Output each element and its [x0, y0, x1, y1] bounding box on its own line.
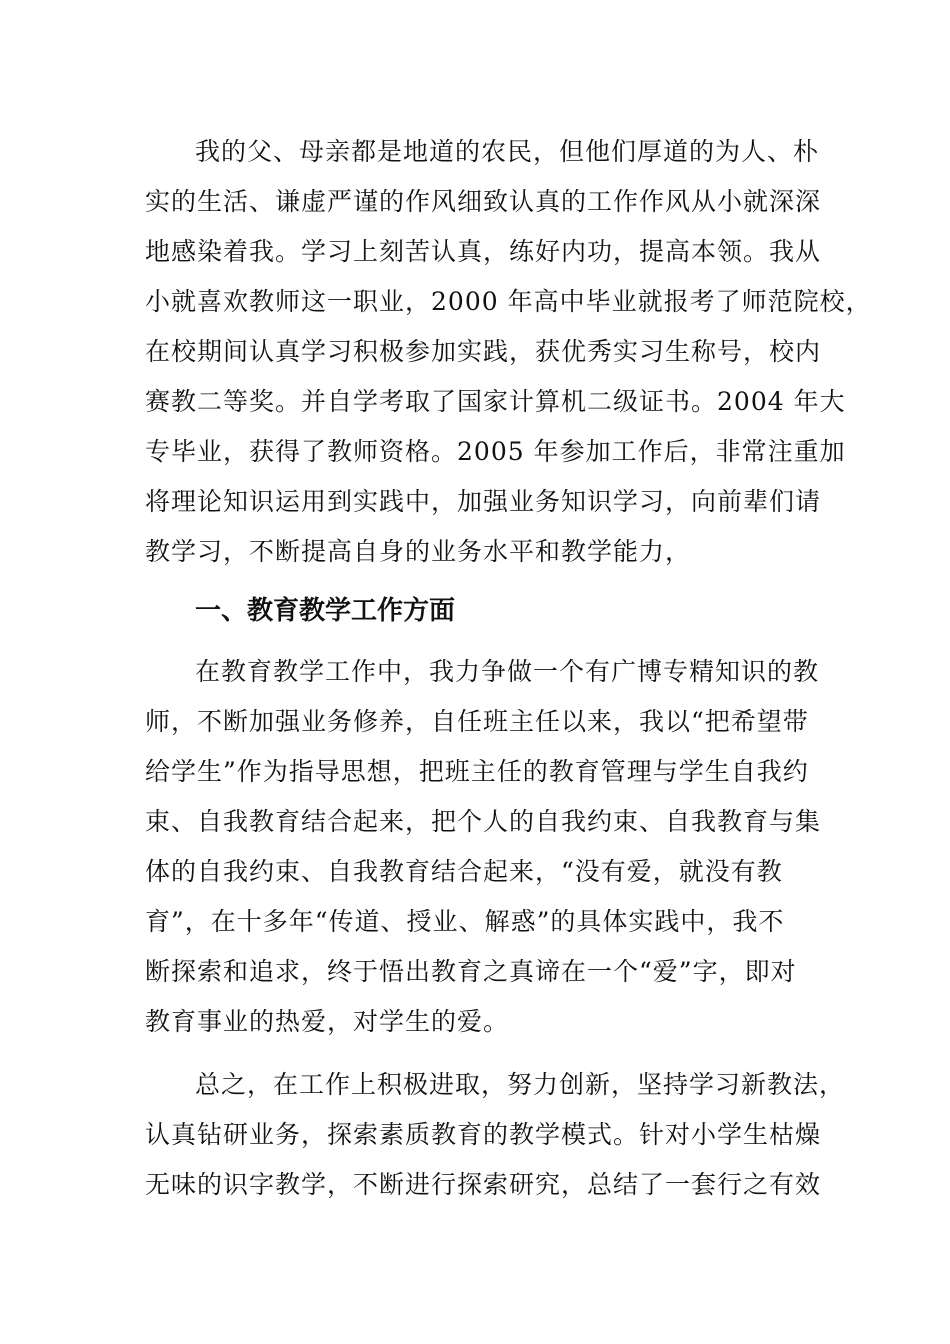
text-line: 认真钻研业务，探索素质教育的教学模式。针对小学生枯燥: [145, 1120, 822, 1149]
text-line: 专毕业，获得了教师资格。2005 年参加工作后，非常注重加: [145, 437, 846, 466]
text-line: 实的生活、谦虚严谨的作风细致认真的工作作风从小就深深: [145, 187, 822, 216]
text-line: 我的父、母亲都是地道的农民，但他们厚道的为人、朴: [195, 137, 820, 166]
text-line: 地感染着我。学习上刻苦认真，练好内功，提高本领。我从: [145, 237, 822, 266]
text-line: 师，不断加强业务修养，自任班主任以来，我以“把希望带: [145, 707, 809, 736]
section-heading: 一、教育教学工作方面: [195, 596, 456, 626]
text-line: 育”，在十多年“传道、授业、解惑”的具体实践中，我不: [145, 907, 785, 936]
text-line: 断探索和追求，终于悟出教育之真谛在一个“爱”字，即对: [145, 957, 797, 986]
text-line: 将理论知识运用到实践中，加强业务知识学习，向前辈们请: [145, 487, 822, 516]
text-line: 给学生”作为指导思想，把班主任的教育管理与学生自我约: [145, 757, 809, 786]
text-line: 束、自我教育结合起来，把个人的自我约束、自我教育与集: [145, 807, 822, 836]
text-line: 总之，在工作上积极进取，努力创新，坚持学习新教法，: [195, 1070, 846, 1099]
text-line: 教学习，不断提高自身的业务水平和教学能力，: [145, 537, 692, 566]
text-line: 在校期间认真学习积极参加实践，获优秀实习生称号，校内: [145, 337, 822, 366]
text-line: 无味的识字教学，不断进行探索研究，总结了一套行之有效: [145, 1170, 822, 1199]
text-line: 赛教二等奖。并自学考取了国家计算机二级证书。2004 年大: [145, 387, 846, 416]
text-line: 体的自我约束、自我教育结合起来，“没有爱，就没有教: [145, 857, 783, 886]
text-line: 教育事业的热爱，对学生的爱。: [145, 1007, 510, 1036]
text-line: 小就喜欢教师这一职业，2000 年高中毕业就报考了师范院校，: [145, 287, 872, 316]
text-line: 在教育教学工作中，我力争做一个有广博专精知识的教: [195, 657, 820, 686]
